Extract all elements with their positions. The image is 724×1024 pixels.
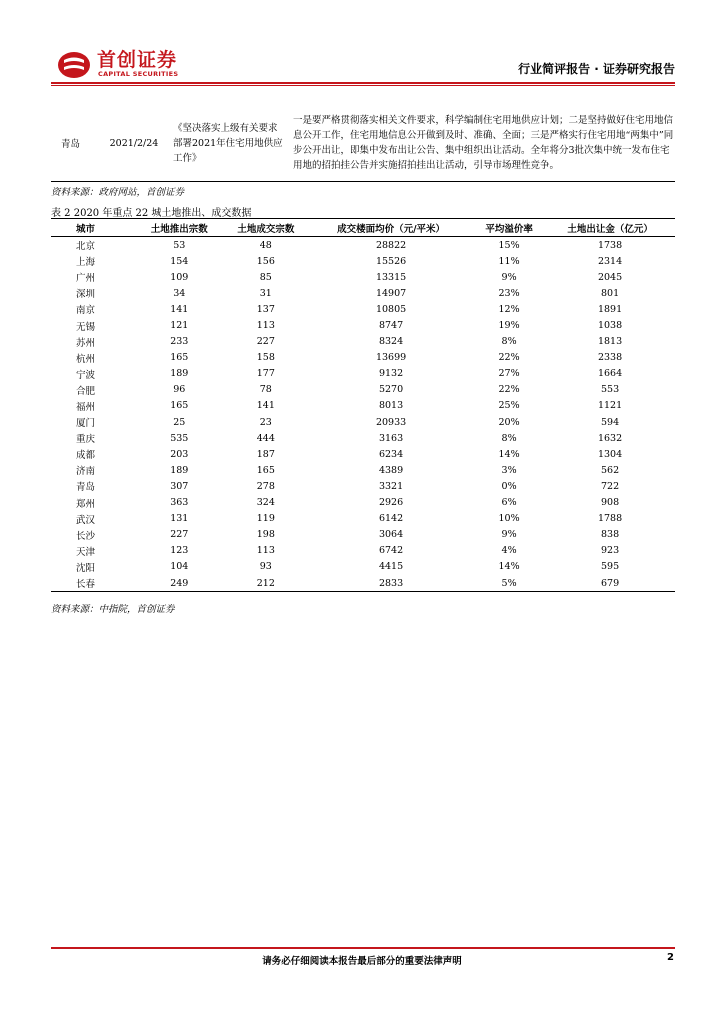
cell-revenue: 801 [601, 287, 620, 299]
cell-city: 深圳 [76, 289, 96, 301]
cell-launched: 249 [136, 575, 223, 592]
cell-city: 福州 [76, 401, 96, 413]
col-header-sold: 土地成交宗数 [223, 219, 310, 237]
cell-avg-price: 5270 [378, 384, 404, 396]
cell-revenue: 595 [601, 561, 620, 573]
cell-premium: 9% [501, 529, 517, 541]
cell-premium: 19% [498, 320, 520, 332]
cell-premium: 23% [498, 287, 520, 299]
cell-launched: 189 [170, 464, 189, 476]
table-row [51, 366, 675, 382]
cell-revenue: 1813 [597, 336, 623, 348]
cell-avg-price: 2833 [309, 575, 473, 592]
legal-disclaimer: 请务必仔细阅读本报告最后部分的重要法律声明 [262, 956, 462, 967]
land-table-source: 资料来源：中指院，首创证券 [51, 604, 175, 615]
table-row [51, 430, 675, 446]
cell-launched: 34 [173, 287, 186, 299]
cell-avg-price: 10805 [375, 303, 407, 315]
table-row [51, 301, 675, 317]
cell-avg-price: 15526 [375, 255, 407, 267]
cell-premium: 3% [501, 464, 517, 476]
cell-sold: 137 [256, 303, 275, 315]
cell-revenue: 1632 [597, 432, 623, 444]
cell-avg-price: 8324 [378, 336, 404, 348]
cell-city: 宁波 [76, 369, 96, 381]
cell-city: 沈阳 [76, 562, 96, 574]
cell-city: 合肥 [76, 385, 96, 397]
cell-premium: 8% [501, 336, 517, 348]
table-row [51, 382, 675, 398]
cell-avg-price: 13315 [375, 271, 407, 283]
cell-city: 广州 [76, 273, 96, 285]
table-row [51, 334, 675, 350]
report-type-title: 行业简评报告 · 证券研究报告 [518, 62, 675, 76]
cell-launched: 203 [170, 448, 189, 460]
cell-city: 青岛 [76, 482, 96, 494]
cell-city: 南京 [76, 305, 96, 317]
cell-premium: 14% [498, 561, 520, 573]
cell-launched: 96 [173, 384, 186, 396]
cell-city: 成都 [76, 450, 96, 462]
cell-city: 苏州 [76, 337, 96, 349]
table-row [51, 269, 675, 285]
cell-sold: 119 [256, 513, 275, 525]
table-row [51, 478, 675, 494]
cell-premium: 6% [501, 497, 517, 509]
page-number: 2 [667, 952, 674, 963]
cell-avg-price: 6742 [378, 545, 404, 557]
cell-launched: 123 [170, 545, 189, 557]
cell-premium: 12% [498, 303, 520, 315]
table-row [51, 398, 675, 414]
cell-sold: 78 [259, 384, 272, 396]
cell-revenue: 1304 [597, 448, 623, 460]
cell-sold: 113 [256, 545, 275, 557]
table-row [51, 237, 675, 254]
footer-divider [51, 947, 675, 949]
logo-english-name: CAPITAL SECURITIES [98, 70, 179, 78]
page-header [51, 50, 675, 80]
cell-revenue: 594 [601, 416, 620, 428]
company-logo [57, 50, 247, 80]
table-row [51, 511, 675, 527]
cell-city: 厦门 [76, 418, 96, 430]
cell-premium: 8% [501, 432, 517, 444]
cell-revenue: 2045 [597, 271, 623, 283]
col-header-revenue: 土地出让金（亿元） [545, 219, 675, 237]
cell-avg-price: 9132 [378, 368, 404, 380]
cell-avg-price: 8747 [378, 320, 404, 332]
cell-sold: 23 [259, 416, 272, 428]
cell-revenue: 722 [601, 480, 620, 492]
table-row [51, 414, 675, 430]
cell-sold: 165 [256, 464, 275, 476]
cell-avg-price: 13699 [375, 352, 407, 364]
cell-avg-price: 3321 [378, 480, 404, 492]
cell-avg-price: 4415 [378, 561, 404, 573]
cell-revenue: 838 [601, 529, 620, 541]
cell-launched: 109 [170, 271, 189, 283]
cell-revenue: 1738 [597, 239, 623, 251]
cell-launched: 227 [170, 529, 189, 541]
cell-sold: 156 [256, 255, 275, 267]
cell-city: 郑州 [76, 498, 96, 510]
table-row [51, 350, 675, 366]
cell-launched: 53 [173, 239, 186, 251]
policy-table-source: 资料来源：政府网站，首创证券 [51, 187, 185, 198]
table2-caption: 表 2 2020 年重点 22 城土地推出、成交数据 [51, 208, 252, 219]
cell-premium: 22% [498, 352, 520, 364]
cell-avg-price: 4389 [378, 464, 404, 476]
cell-launched: 121 [170, 320, 189, 332]
policy-date: 2021/2/24 [109, 137, 159, 149]
policy-document: 《坚决落实上级有关要求 部署2021年住宅用地供应工作》 [173, 122, 283, 164]
table-row [51, 559, 675, 575]
table-row [51, 113, 675, 173]
cell-city: 武汉 [76, 514, 96, 526]
cell-revenue: 923 [601, 545, 620, 557]
cell-revenue: 1038 [597, 320, 623, 332]
cell-avg-price: 28822 [375, 239, 407, 251]
cell-premium: 10% [498, 513, 520, 525]
cell-premium: 22% [498, 384, 520, 396]
cell-avg-price: 14907 [375, 287, 407, 299]
table-row [51, 527, 675, 543]
cell-launched: 131 [170, 513, 189, 525]
cell-revenue: 2314 [597, 255, 623, 267]
cell-city: 杭州 [76, 353, 96, 365]
cell-city: 长春 [51, 575, 136, 592]
cell-sold: 324 [256, 497, 275, 509]
cell-sold: 93 [259, 561, 272, 573]
cell-revenue: 1121 [597, 400, 623, 412]
table-row [51, 317, 675, 333]
cell-launched: 141 [170, 303, 189, 315]
cell-launched: 104 [170, 561, 189, 573]
col-header-premium: 平均溢价率 [473, 219, 545, 237]
cell-premium: 11% [498, 255, 520, 267]
table-row [51, 495, 675, 511]
cell-launched: 307 [170, 480, 189, 492]
table-row [51, 575, 675, 592]
cell-sold: 278 [256, 480, 275, 492]
cell-sold: 113 [256, 320, 275, 332]
cell-sold: 31 [259, 287, 272, 299]
policy-city: 青岛 [61, 139, 81, 150]
cell-city: 长沙 [76, 530, 96, 542]
cell-avg-price: 6234 [378, 448, 404, 460]
table-row [51, 462, 675, 478]
cell-launched: 363 [170, 497, 189, 509]
cell-sold: 141 [256, 400, 275, 412]
cell-avg-price: 3064 [378, 529, 404, 541]
cell-revenue: 1891 [597, 303, 623, 315]
cell-revenue: 562 [601, 464, 620, 476]
table-header-row [51, 219, 675, 237]
cell-premium: 15% [498, 239, 520, 251]
cell-launched: 25 [173, 416, 186, 428]
cell-revenue: 2338 [597, 352, 623, 364]
cell-premium: 5% [473, 575, 545, 592]
policy-table-bottom-rule [51, 181, 675, 182]
cell-sold: 187 [256, 448, 275, 460]
cell-sold: 48 [259, 239, 272, 251]
cell-city: 重庆 [76, 434, 96, 446]
cell-sold: 177 [256, 368, 275, 380]
capital-securities-logo-icon [57, 51, 91, 79]
cell-revenue: 1664 [597, 368, 623, 380]
cell-sold: 227 [256, 336, 275, 348]
cell-city: 北京 [76, 241, 96, 253]
cell-city: 上海 [76, 257, 96, 269]
cell-city: 无锡 [76, 321, 96, 333]
cell-launched: 165 [170, 352, 189, 364]
cell-premium: 0% [501, 480, 517, 492]
cell-premium: 20% [498, 416, 520, 428]
cell-premium: 9% [501, 271, 517, 283]
col-header-avg-price: 成交楼面均价（元/平米） [309, 219, 473, 237]
cell-avg-price: 3163 [378, 432, 404, 444]
table-row [51, 446, 675, 462]
table-row [51, 285, 675, 301]
land-data-table [51, 218, 675, 592]
col-header-city: 城市 [51, 219, 136, 237]
cell-premium: 14% [498, 448, 520, 460]
cell-sold: 212 [223, 575, 310, 592]
cell-launched: 535 [170, 432, 189, 444]
cell-launched: 165 [170, 400, 189, 412]
cell-sold: 444 [256, 432, 275, 444]
cell-sold: 85 [259, 271, 272, 283]
header-divider [51, 82, 675, 84]
cell-premium: 25% [498, 400, 520, 412]
cell-revenue: 908 [601, 497, 620, 509]
cell-avg-price: 8013 [378, 400, 404, 412]
cell-sold: 198 [256, 529, 275, 541]
cell-revenue: 679 [545, 575, 675, 592]
logo-chinese-name: 首创证券 [97, 49, 178, 71]
cell-avg-price: 20933 [375, 416, 407, 428]
cell-premium: 27% [498, 368, 520, 380]
policy-table [51, 113, 675, 173]
table-row [51, 253, 675, 269]
cell-avg-price: 6142 [378, 513, 404, 525]
table-row [51, 543, 675, 559]
cell-revenue: 553 [601, 384, 620, 396]
cell-city: 天津 [76, 546, 96, 558]
cell-avg-price: 2926 [378, 497, 404, 509]
cell-launched: 233 [170, 336, 189, 348]
cell-premium: 4% [501, 545, 517, 557]
cell-launched: 154 [170, 255, 189, 267]
header-divider-thin [51, 85, 675, 86]
cell-sold: 158 [256, 352, 275, 364]
col-header-launched: 土地推出宗数 [136, 219, 223, 237]
cell-launched: 189 [170, 368, 189, 380]
cell-revenue: 1788 [597, 513, 623, 525]
policy-content: 一是要严格贯彻落实相关文件要求，科学编制住宅用地供应计划；二是坚持做好住宅用地信息公开工作，住宅用地信息公开做到及时、准确、全面；三是严格实行住宅用地“两集中”同步公开出让，即集中发布出让公告、集中组织出让活动。全年将分3批次集中统一发布住宅用地的招拍挂公告并实施招拍挂出让活动，引导市场理性竞争。 [293, 115, 674, 171]
cell-city: 济南 [76, 466, 96, 478]
